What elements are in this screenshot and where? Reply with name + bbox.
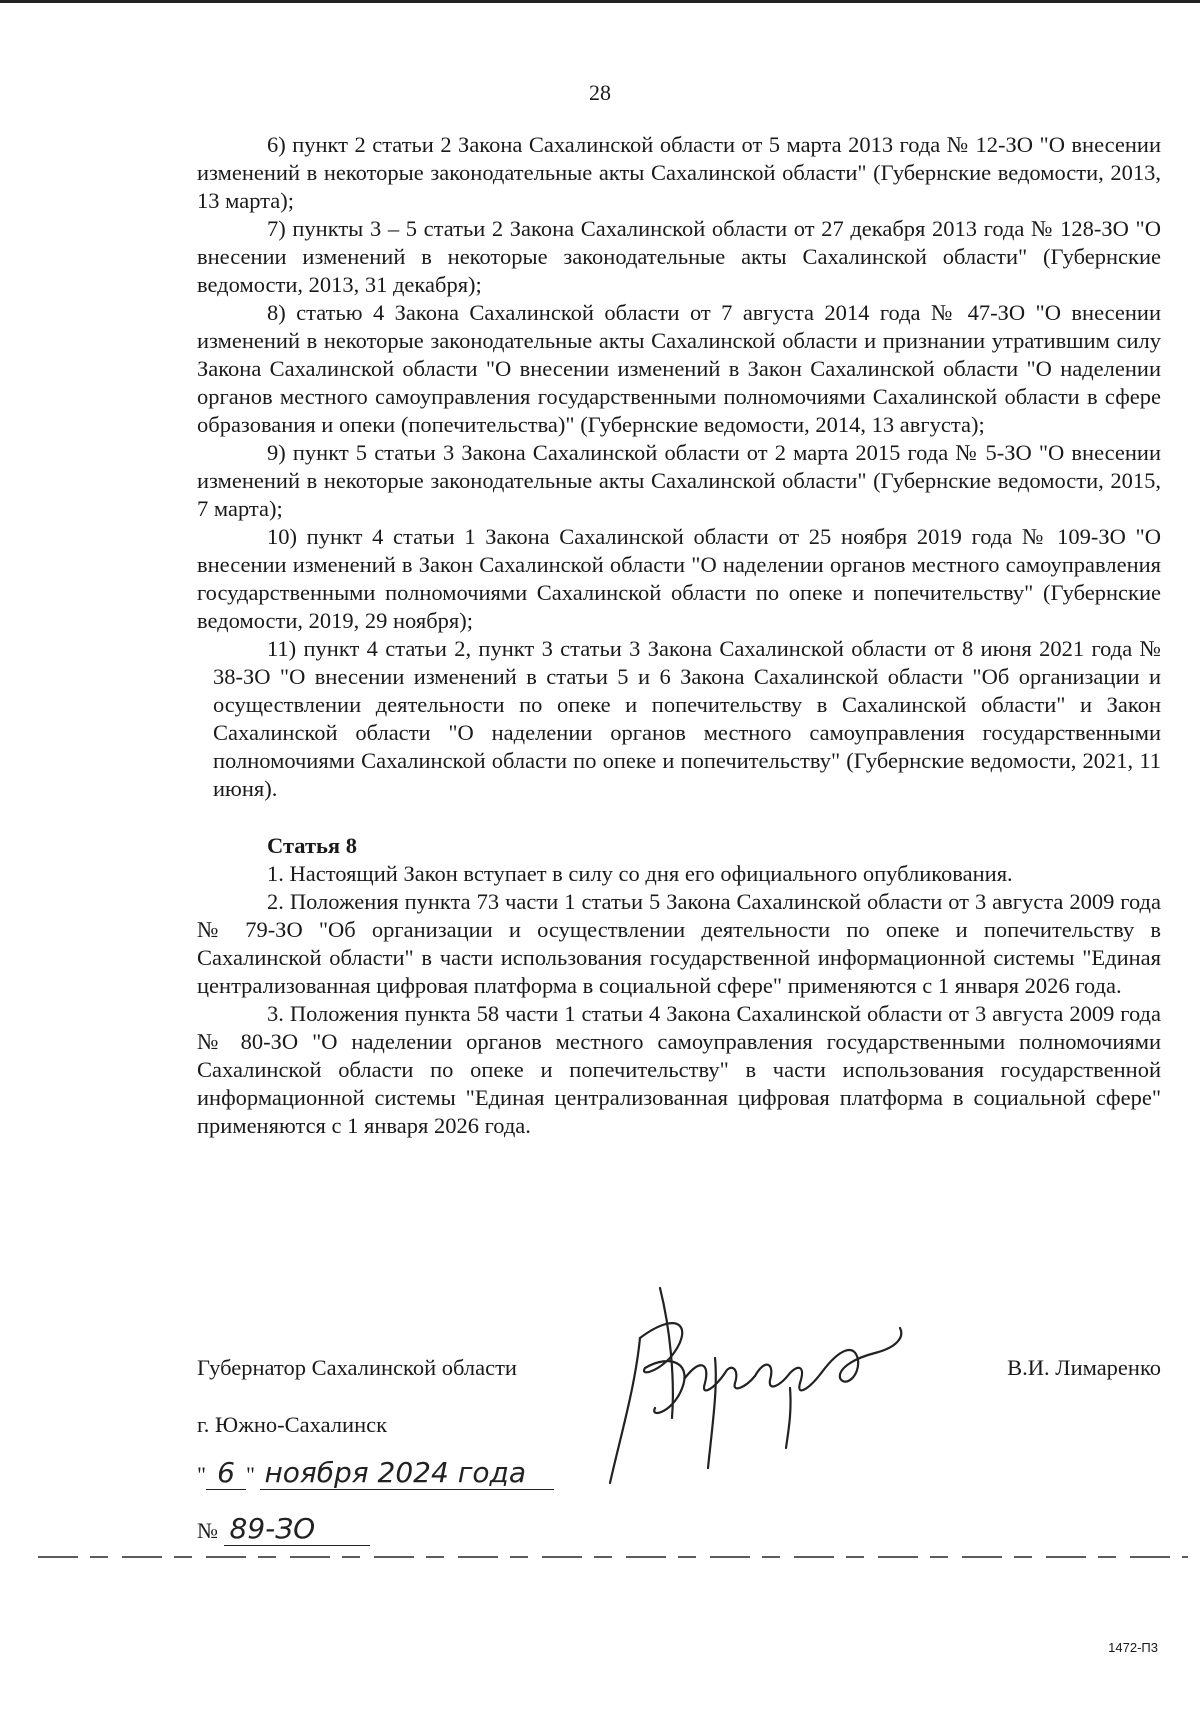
law-number xyxy=(197,1512,370,1546)
article-paragraph: 1. Настоящий Закон вступает в силу со дня его официального опубликования. xyxy=(267,861,1013,886)
signature-row xyxy=(197,1342,1161,1382)
article-paragraph: 3. Положения пункта 58 части 1 статьи 4 Закона Сахалинской области от 3 августа 2009 года № 80-ЗО "О наделении органов местного самоуправления государственными полномочиями Сахалинской области по опеке и попечительству" в части использования государственной информационной системы "Единая централизованная цифровая платформа в социальной сфере" применяются с 1 января 2026 года. xyxy=(197,1001,1161,1138)
date-month-year: ноября 2024 года xyxy=(260,1456,554,1490)
top-border xyxy=(0,0,1200,3)
number-sign: № xyxy=(197,1518,218,1543)
list-item: 9) пункт 5 статьи 3 Закона Сахалинской области от 2 марта 2015 года № 5-ЗО "О внесении изменений в некоторые законодательные акты Сахалинской области" (Губернские ведомости, 2015, 7 марта); xyxy=(197,440,1161,521)
date-day: 6 xyxy=(206,1456,246,1490)
footer-code: 1472-П3 xyxy=(1108,1640,1158,1655)
dashed-divider xyxy=(38,1556,1188,1558)
page-number: 28 xyxy=(589,80,611,105)
list-item: 11) пункт 4 статьи 2, пункт 3 статьи 3 Закона Сахалинской области от 8 июня 2021 года № 38-ЗО "О внесении изменений в статьи 5 и 6 Закона Сахалинской области "Об организации и осуществлении деятельности по опеке и попечительству в Сахалинской области" и Закон Сахалинской области "О наделении органов местного самоуправления государственными полномочиями Сахалинской области по опеке и попечительству" (Губернские ведомости, 2021, 11 июня). xyxy=(213,636,1161,801)
city-name: г. Южно-Сахалинск xyxy=(197,1412,388,1437)
signer-position: Губернатор Сахалинской области xyxy=(197,1355,517,1380)
list-item: 7) пункты 3 – 5 статьи 2 Закона Сахалинской области от 27 декабря 2013 года № 128-ЗО "О внесении изменений в некоторые законодательные акты Сахалинской области" (Губернские ведомости, 2013, 31 декабря); xyxy=(197,216,1161,297)
list-item: 6) пункт 2 статьи 2 Закона Сахалинской области от 5 марта 2013 года № 12-ЗО "О внесении изменений в некоторые законодательные акты Сахалинской области" (Губернские ведомости, 2013, 13 марта); xyxy=(197,132,1161,213)
list-item: 8) статью 4 Закона Сахалинской области от 7 августа 2014 года № 47-ЗО "О внесении изменений в некоторые законодательные акты Сахалинской области и признании утратившим силу Закона Сахалинской области "О внесении изменений в Закон Сахалинской области "О наделении органов местного самоуправления государственными полномочиями Сахалинской области в сфере образования и опеки (попечительства)" (Губернские ведомости, 2014, 13 августа); xyxy=(197,300,1161,437)
document-body xyxy=(197,131,1161,1140)
law-number-value: 89-ЗО xyxy=(224,1512,370,1546)
article-heading: Статья 8 xyxy=(267,833,357,858)
signing-date: " 6 " ноября 2024 года xyxy=(197,1456,617,1500)
list-item: 10) пункт 4 статьи 1 Закона Сахалинской области от 25 ноября 2019 года № 109-ЗО "О внесении изменений в Закон Сахалинской области "О наделении органов местного самоуправления государственными полномочиями Сахалинской области по опеке и попечительству" (Губернские ведомости, 2019, 29 ноября); xyxy=(197,524,1161,633)
handwritten-signature xyxy=(600,1268,930,1498)
article-paragraph: 2. Положения пункта 73 части 1 статьи 5 Закона Сахалинской области от 3 августа 2009 года № 79-ЗО "Об организации и осуществлении деятельности по опеке и попечительству в Сахалинской области" в части использования государственной информационной системы "Единая централизованная цифровая платформа в социальной сфере" применяются с 1 января 2026 года. xyxy=(197,889,1161,998)
signer-name: В.И. Лимаренко xyxy=(1007,1355,1161,1380)
